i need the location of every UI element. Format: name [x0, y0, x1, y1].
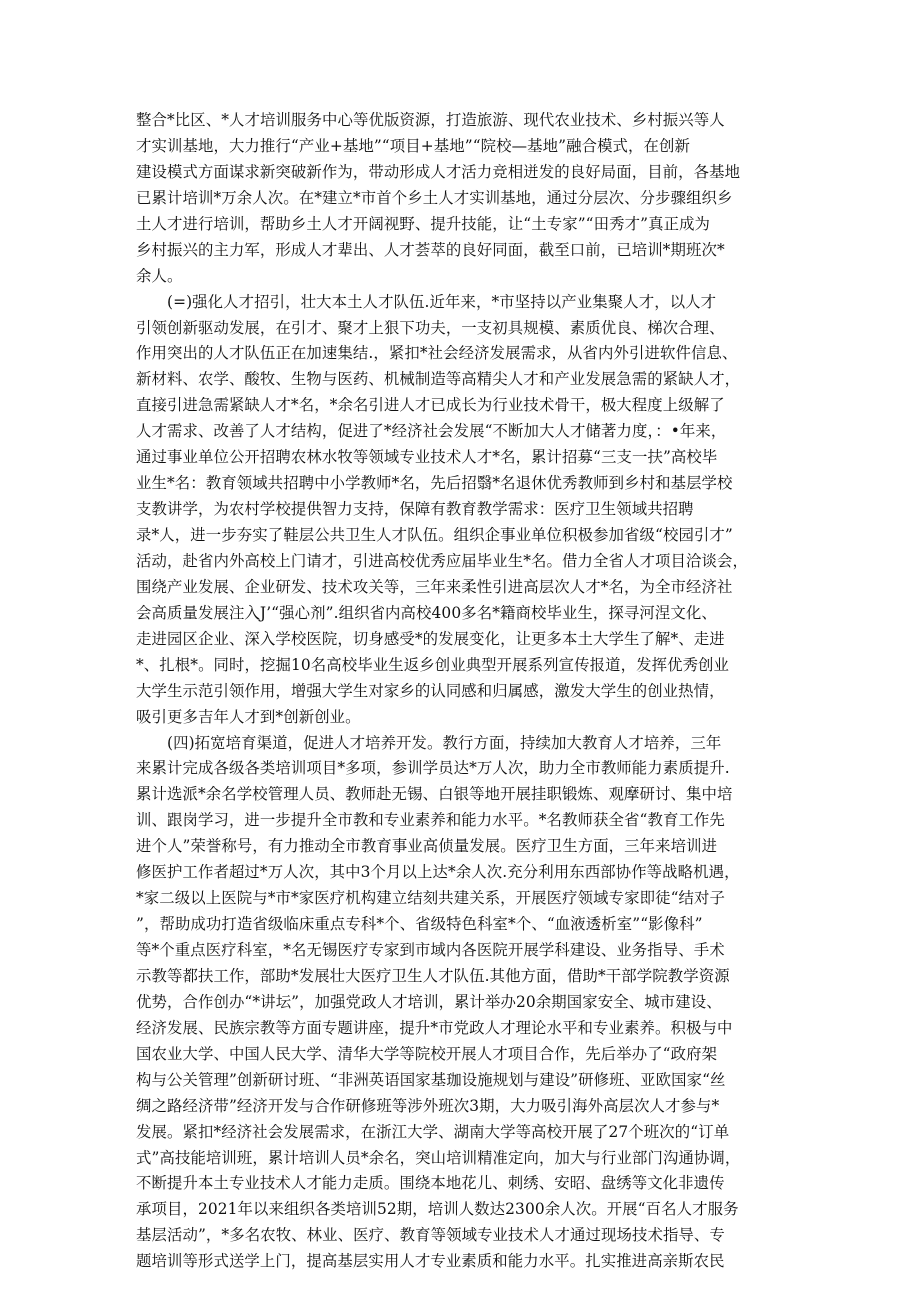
text-line: 构与公关管理”创新研讨班、“非洲英语国家基珈设施规划与建设”研修班、亚欧国家“丝 [136, 1070, 726, 1089]
text-line: 录*人，进一步夯实了鞋层公共卫生人才队伍。组织企事业单位积极参加省级“校园引才” [136, 526, 733, 544]
text-line: ”，帮助成功打造省级临床重点专科*个、省级特色科室*个、“血液透析室”“影像科” [136, 915, 703, 934]
text-line: 吸引更多吉年人才到*创新创业。 [136, 707, 361, 726]
text-line: 大学生示范引领作用，增强大学生对家乡的认同感和归属感，激发大学生的创业热情， [136, 681, 725, 700]
text-line: 题培训等形式送学上门，提高基层实用人才专业素质和能力水平。扎实推进高亲斯农民 [136, 1252, 725, 1271]
text-line: 新材料、农学、酸牧、生物与医药、机械制造等高精尖人才和产业发展急需的紧缺人才， [136, 370, 741, 389]
text-line: 人才需求、改善了人才结构，促进了*经济社会发展“不断加大人才储著力度，：•年来， [136, 422, 727, 441]
text-line: 整合*比区、*人才培训服务中心等优版资源，打造旅游、现代农业技术、乡村振兴等人 [136, 111, 725, 129]
text-line: 引领创新驱动发展，在引才、聚才上狠下功夫，一支初具规模、素质优良、梯次合理、 [136, 318, 725, 337]
text-line: 活动，赴省内外高校上门请才，引进高校优秀应届毕业生*名。借力全省人才项目洽谈会， [136, 551, 748, 570]
text-line: 训、跟岗学习，进一步提升全市教和专业素养和能力水平。*名教师获全省“教育工作先 [136, 811, 725, 830]
text-line: 围绕产业发展、企业研发、技术攻关等，三年来柔性引进高层次人才*名，为全市经济社 [136, 577, 733, 596]
text-line: 示教等都扶工作，部助*发展壮大医疗卫生人才队伍.其他方面，借助*干部学院教学资源 [136, 966, 730, 985]
text-line: 绸之路经济带”经济开发与合作研修班等涉外班次3期，大力吸引海外高层次人才参与* [136, 1096, 720, 1115]
paragraph-heading-line: (=)强化人才招引，壮大本土人才队伍.近年来，*市坚持以产业集聚人才，以人才 [136, 292, 717, 311]
paragraph-heading-line: (四)拓宽培育渠道，促进人才培养开发。教行方面，持续加大教育人才培养，三年 [136, 733, 722, 752]
text-line: 走进园区企业、深入学校医院，切身感受*的发展变化，让更多本土大学生了解*、走进 [136, 629, 725, 648]
text-line: 承项目，2021年以来组织各类培训52期，培训人数达2300余人次。开展“百名人才服务 [136, 1200, 739, 1219]
text-line: 土人才进行培训，帮助乡土人才开阔视野、提升技能，让“土专家”“田秀才”真正成为 [136, 214, 711, 233]
document-page [136, 108, 776, 1275]
text-line: 国农业大学、中国人民大学、清华大学等院校开展人才项目合作，先后举办了“政府架 [136, 1044, 718, 1063]
text-line: 作用突出的人才队伍正在加速集结.，紧扣*社会经济发展需求，从省内外引进软件信息、 [136, 344, 738, 363]
text-line: 基层活动”，*多名农牧、林业、医疗、教育等领域专业技术人才通过现场技术指导、专 [136, 1226, 725, 1245]
text-line: 业生*名：教育领域共招聘中小学教师*名，先后招翳*名退休优秀教师到乡村和基层学校 [136, 474, 733, 493]
text-line: 修医护工作者超过*万人次，其中3个月以上达*余人次.充分利用东西部协作等战略机遇， [136, 863, 740, 882]
text-line: 已累计培训*万余人次。在*建立*市首个乡土人才实训基地，通过分层次、分步骤组织乡 [136, 188, 733, 207]
text-line: 才实训基地，大力推行“产业+基地”“项目+基地”“院校—基地”融合模式，在创新 [136, 136, 691, 155]
text-line: *家二级以上医院与*市*家医疗机构建立结刻共建关系，开展医疗领域专家即徒“结对子 [136, 889, 726, 908]
text-line: 优势，合作创办“*讲坛”，加强党政人才培训，累计举办20余期国家安全、城市建设、 [136, 992, 722, 1011]
text-line: 经济发展、民族宗教等方面专题讲座，提升*市党政人才理论水平和专业素养。积极与中 [136, 1018, 733, 1037]
text-line: 直接引进急需紧缺人才*名，*余名引进人才已成长为行业技术骨干，极大程度上级解了 [136, 396, 725, 415]
text-line: 发展。紧扣*经济社会发展需求，在浙江大学、湖南大学等高校开展了27个班次的“订单 [136, 1122, 730, 1141]
text-line: 通过事业单位公开招聘农林水牧等领域专业技术人才*名，累计招募“三支一扶”高校毕 [136, 448, 718, 467]
text-line: 会高质量发展注入J’“强心剂”.组织省内高校400多名*籍商校毕业生，探寻河涅文化、 [136, 603, 717, 622]
text-line: 建设模式方面谋求新突破新作为，带动形成人才活力竞相迸发的良好局面，目前，各基地 [136, 162, 741, 181]
text-line: 式”高技能培训班，累计培训人员*余名，突山培训精准定向，加大与行业部门沟通协调， [136, 1148, 741, 1167]
text-line: 余人。 [136, 266, 183, 285]
text-line: 乡村振兴的主力军，形成人才辈出、人才荟萃的良好同面，截至口前，已培训*期班次* [136, 240, 725, 259]
text-line: 来累计完成各级各类培训项目*多项，参训学员达*万人次，助力全市教师能力素质提升. [136, 759, 730, 778]
text-line: *、扎根*。同时，挖掘10名高校毕业生返乡创业典型开展系列宣传报道，发挥优秀创业 [136, 655, 730, 674]
text-line: 等*个重点医疗科室，*名无锡医疗专家到市域内各医院开展学科建设、业务指导、手术 [136, 941, 725, 959]
text-line: 支教讲学，为农村学校提供智力支持，保障有教育教学需求：医疗卫生领域共招聘 [136, 500, 694, 519]
text-line: 不断提升本土专业技术人才能力走质。围绕本地花儿、刺绣、安昭、盘绣等文化非遗传 [136, 1174, 725, 1193]
text-line: 累计选派*余名学校管理人员、教师赴无锡、白银等地开展挂职锻炼、观摩研讨、集中培 [136, 785, 733, 804]
text-line: 进个人”荣誉称号，有力推动全市教育事业高侦量发展。医疗卫生方面，三年来培训进 [136, 837, 718, 856]
